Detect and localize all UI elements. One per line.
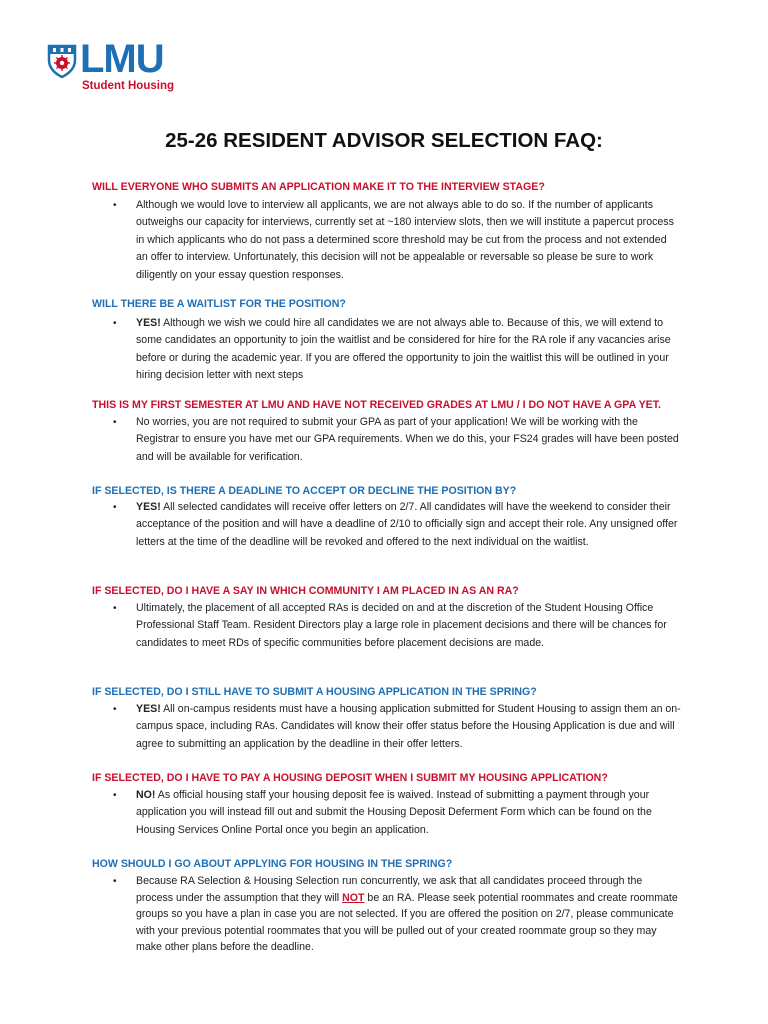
answer-text: All selected candidates will receive offer letters on 2/7. All candidates will have the weekend to consider their acceptance of the position and will have a deadline of 2/10 to officially sign and accept their role. Any unsigned offer letters at the time of the deadline will be revoked and offered to the next individual on the waitlist. <box>136 501 678 548</box>
answer-lead: YES! <box>136 317 161 329</box>
bullet-icon: • <box>113 318 117 329</box>
faq-answer-6 <box>136 701 681 753</box>
logo-subtitle: Student Housing <box>82 80 174 92</box>
faq-question-1: WILL EVERYONE WHO SUBMITS AN APPLICATION MAKE IT TO THE INTERVIEW STAGE? <box>92 181 545 193</box>
faq-answer-5 <box>136 600 681 652</box>
faq-answer-8 <box>136 873 681 956</box>
faq-question-3: THIS IS MY FIRST SEMESTER AT LMU AND HAVE NOT RECEIVED GRADES AT LMU / I DO NOT HAVE A GPA YET. <box>92 399 661 411</box>
faq-answer-4 <box>136 499 681 551</box>
faq-answer-7 <box>136 787 681 839</box>
faq-question-6: IF SELECTED, DO I STILL HAVE TO SUBMIT A HOUSING APPLICATION IN THE SPRING? <box>92 686 537 698</box>
page-title: 25-26 RESIDENT ADVISOR SELECTION FAQ: <box>165 129 603 152</box>
bullet-icon: • <box>113 790 117 801</box>
answer-text: Although we wish we could hire all candidates we are not always able to. Because of this, we will extend to some candidates an opportunity to join the waitlist and be considered for hire for the RA role if any vacancies arise before or during the academic year. If you are offered the opportunity to join the waitlist this will be outlined in your hiring decision letter with next steps <box>136 317 671 382</box>
answer-text: No worries, you are not required to submit your GPA as part of your application! We will be working with the Registrar to ensure you have met our GPA requirements. When we do this, your FS24 grades will have been posted and will be available for verification. <box>136 416 679 463</box>
answer-lead: NO! <box>136 789 156 801</box>
faq-question-5: IF SELECTED, DO I HAVE A SAY IN WHICH COMMUNITY I AM PLACED IN AS AN RA? <box>92 585 519 597</box>
bullet-icon: • <box>113 603 117 614</box>
bullet-icon: • <box>113 200 117 211</box>
faq-question-7: IF SELECTED, DO I HAVE TO PAY A HOUSING DEPOSIT WHEN I SUBMIT MY HOUSING APPLICATION? <box>92 772 608 784</box>
answer-lead: YES! <box>136 501 161 513</box>
bullet-icon: • <box>113 876 117 887</box>
logo-wordmark: LMU <box>80 37 164 81</box>
answer-text: Ultimately, the placement of all accepted RAs is decided on and at the discretion of the Student Housing Office Professional Staff Team. Resident Directors play a large role in placement decisions and there will be chances for candidates to meet RDs of specific communities before placement decisions are made. <box>136 602 667 649</box>
answer-text: Because RA Selection & Housing Selection run concurrently, we ask that all candidates proceed through the process under the assumption that they will <box>136 875 643 904</box>
lmu-student-housing-logo <box>47 37 187 98</box>
faq-question-8: HOW SHOULD I GO ABOUT APPLYING FOR HOUSING IN THE SPRING? <box>92 858 453 870</box>
faq-answer-2 <box>136 315 681 385</box>
faq-question-2: WILL THERE BE A WAITLIST FOR THE POSITION? <box>92 298 346 310</box>
answer-text: Although we would love to interview all applicants, we are not always able to do so. If the number of applicants outweighs our capacity for interviews, currently set at ~180 interview slots, then we will institute a papercut process in which applicants who do not pass a determined score threshold may be cut from the process and not extended an offer to interview. Unfortunately, this decision will not be appealable or reversable so please be sure to work diligently on your essay question responses. <box>136 199 674 281</box>
faq-answer-1 <box>136 197 681 284</box>
answer-text: All on-campus residents must have a housing application submitted for Student Housing to assign them an on-campus space, including RAs. Candidates will know their offer status before the Housing Application is due and will agree to submitting an application by the deadline in their offer letters. <box>136 703 681 750</box>
bullet-icon: • <box>113 417 117 428</box>
bullet-icon: • <box>113 502 117 513</box>
lmu-shield-icon <box>47 44 77 78</box>
answer-lead: YES! <box>136 703 161 715</box>
answer-text: As official housing staff your housing deposit fee is waived. Instead of submitting a payment through your application you will instead fill out and submit the Housing Deposit Deferment Form which can be found on the Housing Services Online Portal once you begin an application. <box>136 789 652 836</box>
answer-emphasis: NOT <box>342 891 365 904</box>
faq-answer-3 <box>136 414 681 466</box>
faq-question-4: IF SELECTED, IS THERE A DEADLINE TO ACCEPT OR DECLINE THE POSITION BY? <box>92 485 517 497</box>
bullet-icon: • <box>113 704 117 715</box>
answer-text: be an RA. Please seek potential roommates and create roommate groups so you have a plan in case you are not selected. If you are offered the position on 2/7, please communicate with your previous potential roommates that you will be pulled out of your created roommate group so they may make other plans before the deadline. <box>136 891 678 954</box>
